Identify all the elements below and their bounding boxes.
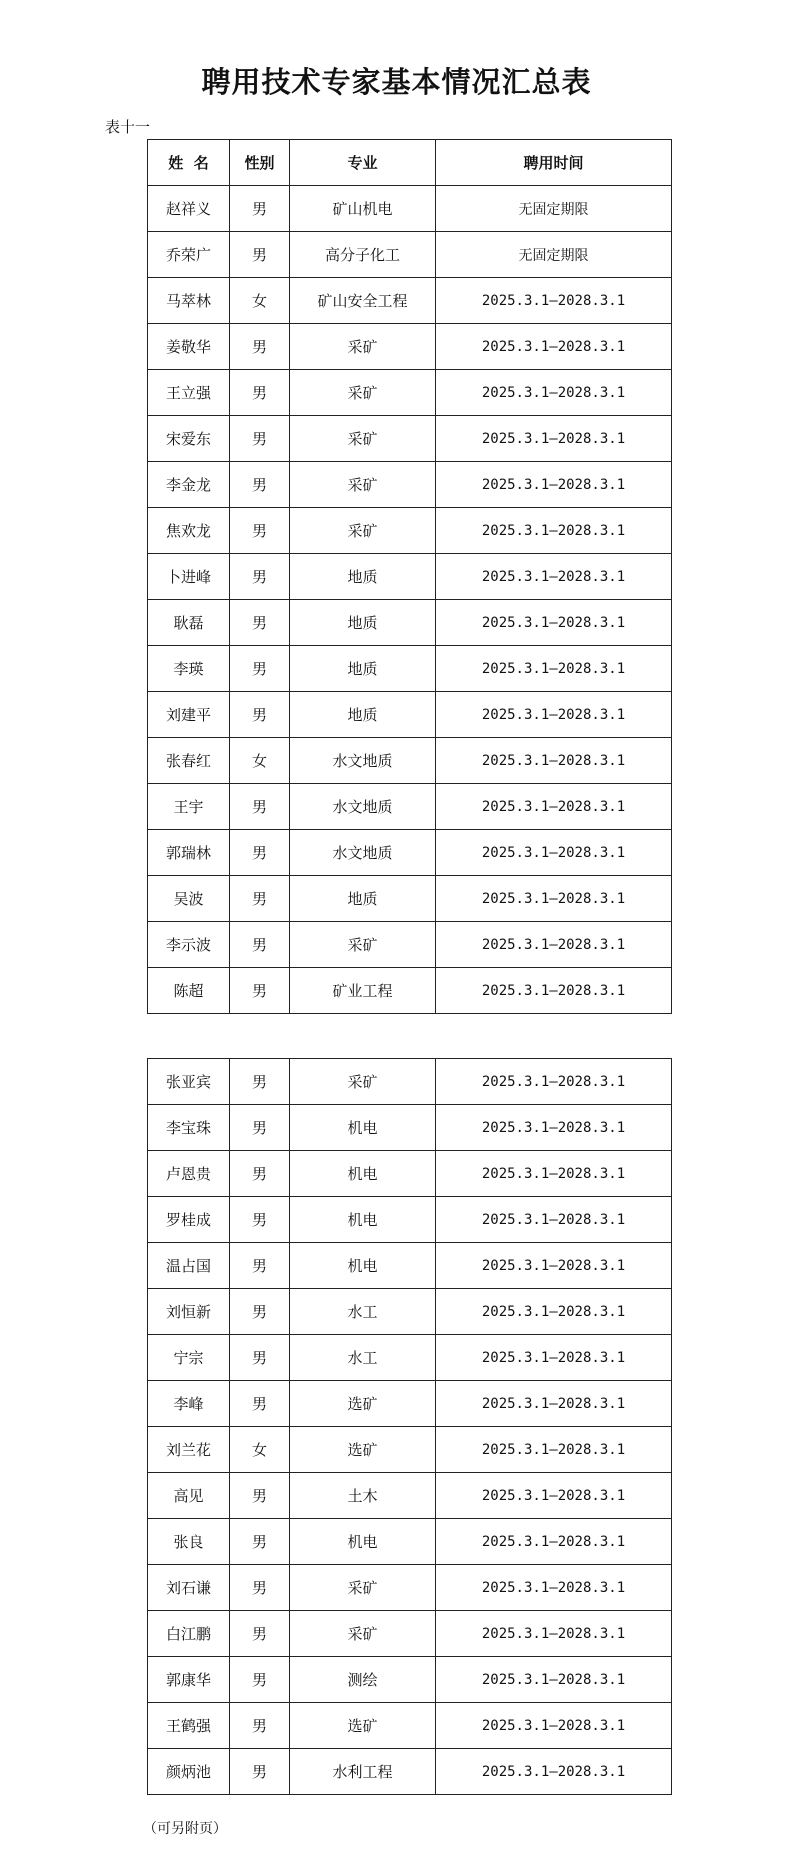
cell-major: 水文地质: [290, 830, 436, 876]
cell-name: 姜敬华: [148, 324, 230, 370]
table-row: [148, 1381, 672, 1427]
cell-employment-period: 2025.3.1—2028.3.1: [436, 1427, 672, 1473]
cell-gender: 男: [230, 1611, 290, 1657]
cell-major: 地质: [290, 876, 436, 922]
cell-major: 采矿: [290, 416, 436, 462]
cell-gender: 男: [230, 1703, 290, 1749]
cell-major: 地质: [290, 554, 436, 600]
cell-employment-period: 2025.3.1—2028.3.1: [436, 876, 672, 922]
cell-gender: 男: [230, 1565, 290, 1611]
cell-employment-period: 2025.3.1—2028.3.1: [436, 1473, 672, 1519]
cell-name: 吴波: [148, 876, 230, 922]
cell-gender: 男: [230, 876, 290, 922]
cell-name: 赵祥义: [148, 186, 230, 232]
cell-employment-period: 2025.3.1—2028.3.1: [436, 1197, 672, 1243]
table-row: [148, 1427, 672, 1473]
cell-major: 机电: [290, 1519, 436, 1565]
cell-name: 陈超: [148, 968, 230, 1014]
cell-employment-period: 2025.3.1—2028.3.1: [436, 692, 672, 738]
cell-name: 张良: [148, 1519, 230, 1565]
table-row: [148, 462, 672, 508]
cell-gender: 男: [230, 416, 290, 462]
cell-major: 机电: [290, 1197, 436, 1243]
cell-name: 李宝珠: [148, 1105, 230, 1151]
cell-employment-period: 2025.3.1—2028.3.1: [436, 416, 672, 462]
cell-employment-period: 2025.3.1—2028.3.1: [436, 646, 672, 692]
cell-major: 选矿: [290, 1427, 436, 1473]
cell-gender: 男: [230, 1151, 290, 1197]
cell-employment-period: 2025.3.1—2028.3.1: [436, 1105, 672, 1151]
table-row: [148, 1243, 672, 1289]
table-row: [148, 922, 672, 968]
cell-employment-period: 2025.3.1—2028.3.1: [436, 1335, 672, 1381]
table-header-row: [148, 140, 672, 186]
cell-gender: 男: [230, 1657, 290, 1703]
cell-employment-period: 无固定期限: [436, 186, 672, 232]
cell-major: 选矿: [290, 1703, 436, 1749]
cell-employment-period: 2025.3.1—2028.3.1: [436, 278, 672, 324]
header-major: 专业: [290, 140, 436, 186]
cell-name: 高见: [148, 1473, 230, 1519]
cell-employment-period: 2025.3.1—2028.3.1: [436, 738, 672, 784]
cell-name: 李金龙: [148, 462, 230, 508]
table-row: [148, 968, 672, 1014]
cell-gender: 男: [230, 692, 290, 738]
cell-employment-period: 2025.3.1—2028.3.1: [436, 508, 672, 554]
cell-major: 采矿: [290, 508, 436, 554]
cell-major: 采矿: [290, 370, 436, 416]
cell-name: 白江鹏: [148, 1611, 230, 1657]
cell-gender: 男: [230, 646, 290, 692]
table-row: [148, 1059, 672, 1105]
table-row: [148, 1289, 672, 1335]
cell-name: 郭康华: [148, 1657, 230, 1703]
cell-employment-period: 2025.3.1—2028.3.1: [436, 1059, 672, 1105]
table-row: [148, 1611, 672, 1657]
table-row: [148, 830, 672, 876]
table-row: [148, 692, 672, 738]
cell-major: 矿业工程: [290, 968, 436, 1014]
cell-name: 耿磊: [148, 600, 230, 646]
cell-major: 采矿: [290, 922, 436, 968]
cell-gender: 男: [230, 784, 290, 830]
cell-major: 采矿: [290, 1611, 436, 1657]
table-row: [148, 278, 672, 324]
cell-employment-period: 2025.3.1—2028.3.1: [436, 600, 672, 646]
table-row: [148, 1473, 672, 1519]
cell-gender: 男: [230, 1289, 290, 1335]
table-row: [148, 646, 672, 692]
table-row: [148, 324, 672, 370]
table-row: [148, 1565, 672, 1611]
cell-name: 刘建平: [148, 692, 230, 738]
cell-gender: 男: [230, 830, 290, 876]
cell-major: 采矿: [290, 462, 436, 508]
cell-major: 水利工程: [290, 1749, 436, 1795]
cell-employment-period: 2025.3.1—2028.3.1: [436, 1657, 672, 1703]
cell-gender: 男: [230, 554, 290, 600]
cell-name: 李瑛: [148, 646, 230, 692]
cell-name: 李峰: [148, 1381, 230, 1427]
cell-name: 张春红: [148, 738, 230, 784]
cell-employment-period: 2025.3.1—2028.3.1: [436, 1703, 672, 1749]
cell-major: 测绘: [290, 1657, 436, 1703]
table-row: [148, 1749, 672, 1795]
cell-gender: 男: [230, 1059, 290, 1105]
table-row: [148, 416, 672, 462]
cell-name: 宋爱东: [148, 416, 230, 462]
cell-major: 机电: [290, 1105, 436, 1151]
table-row: [148, 508, 672, 554]
table-row: [148, 784, 672, 830]
experts-table-part2: [147, 1058, 672, 1795]
cell-gender: 男: [230, 232, 290, 278]
cell-employment-period: 2025.3.1—2028.3.1: [436, 784, 672, 830]
cell-gender: 男: [230, 370, 290, 416]
cell-name: 郭瑞林: [148, 830, 230, 876]
cell-employment-period: 2025.3.1—2028.3.1: [436, 830, 672, 876]
cell-name: 罗桂成: [148, 1197, 230, 1243]
cell-major: 采矿: [290, 1565, 436, 1611]
cell-major: 高分子化工: [290, 232, 436, 278]
cell-gender: 男: [230, 1335, 290, 1381]
table-row: [148, 876, 672, 922]
cell-major: 机电: [290, 1243, 436, 1289]
table-row: [148, 370, 672, 416]
cell-gender: 男: [230, 968, 290, 1014]
experts-table-part1: [147, 139, 672, 1014]
table-row: [148, 554, 672, 600]
cell-gender: 男: [230, 1519, 290, 1565]
cell-gender: 男: [230, 1749, 290, 1795]
cell-gender: 女: [230, 738, 290, 784]
footnote: （可另附页）: [143, 1821, 227, 1837]
header-employment-period: 聘用时间: [436, 140, 672, 186]
cell-name: 卜进峰: [148, 554, 230, 600]
cell-employment-period: 2025.3.1—2028.3.1: [436, 324, 672, 370]
cell-major: 选矿: [290, 1381, 436, 1427]
cell-employment-period: 2025.3.1—2028.3.1: [436, 1611, 672, 1657]
table-row: [148, 600, 672, 646]
cell-major: 机电: [290, 1151, 436, 1197]
cell-name: 张亚宾: [148, 1059, 230, 1105]
cell-name: 马萃林: [148, 278, 230, 324]
cell-name: 宁宗: [148, 1335, 230, 1381]
cell-major: 水文地质: [290, 784, 436, 830]
table-number-label: 表十一: [105, 118, 151, 136]
cell-gender: 男: [230, 1105, 290, 1151]
cell-major: 矿山安全工程: [290, 278, 436, 324]
cell-name: 刘恒新: [148, 1289, 230, 1335]
cell-major: 土木: [290, 1473, 436, 1519]
cell-major: 采矿: [290, 324, 436, 370]
header-gender: 性别: [230, 140, 290, 186]
cell-employment-period: 2025.3.1—2028.3.1: [436, 1151, 672, 1197]
cell-major: 地质: [290, 692, 436, 738]
cell-name: 刘兰花: [148, 1427, 230, 1473]
table-row: [148, 1335, 672, 1381]
cell-gender: 女: [230, 278, 290, 324]
table-row: [148, 232, 672, 278]
table-row: [148, 1197, 672, 1243]
cell-employment-period: 无固定期限: [436, 232, 672, 278]
cell-name: 李示波: [148, 922, 230, 968]
page-title: 聘用技术专家基本情况汇总表: [201, 65, 592, 99]
cell-gender: 男: [230, 508, 290, 554]
table-row: [148, 1657, 672, 1703]
table-row: [148, 738, 672, 784]
cell-gender: 男: [230, 1381, 290, 1427]
cell-major: 地质: [290, 646, 436, 692]
cell-gender: 男: [230, 462, 290, 508]
cell-major: 地质: [290, 600, 436, 646]
cell-employment-period: 2025.3.1—2028.3.1: [436, 462, 672, 508]
cell-employment-period: 2025.3.1—2028.3.1: [436, 968, 672, 1014]
cell-major: 水工: [290, 1289, 436, 1335]
table-row: [148, 1519, 672, 1565]
cell-major: 采矿: [290, 1059, 436, 1105]
cell-employment-period: 2025.3.1—2028.3.1: [436, 370, 672, 416]
table-row: [148, 186, 672, 232]
cell-name: 刘石谦: [148, 1565, 230, 1611]
cell-name: 乔荣广: [148, 232, 230, 278]
cell-name: 焦欢龙: [148, 508, 230, 554]
cell-gender: 男: [230, 1197, 290, 1243]
cell-gender: 男: [230, 1243, 290, 1289]
header-name: 姓 名: [148, 140, 230, 186]
cell-name: 温占国: [148, 1243, 230, 1289]
cell-gender: 男: [230, 600, 290, 646]
table-row: [148, 1151, 672, 1197]
cell-name: 王宇: [148, 784, 230, 830]
cell-employment-period: 2025.3.1—2028.3.1: [436, 1243, 672, 1289]
cell-gender: 男: [230, 186, 290, 232]
cell-employment-period: 2025.3.1—2028.3.1: [436, 1749, 672, 1795]
cell-employment-period: 2025.3.1—2028.3.1: [436, 1381, 672, 1427]
table-row: [148, 1105, 672, 1151]
cell-name: 王立强: [148, 370, 230, 416]
cell-employment-period: 2025.3.1—2028.3.1: [436, 1565, 672, 1611]
cell-name: 王鹤强: [148, 1703, 230, 1749]
cell-name: 卢恩贵: [148, 1151, 230, 1197]
cell-employment-period: 2025.3.1—2028.3.1: [436, 1519, 672, 1565]
cell-gender: 女: [230, 1427, 290, 1473]
cell-major: 水文地质: [290, 738, 436, 784]
cell-gender: 男: [230, 324, 290, 370]
cell-name: 颜炳池: [148, 1749, 230, 1795]
cell-employment-period: 2025.3.1—2028.3.1: [436, 554, 672, 600]
cell-major: 矿山机电: [290, 186, 436, 232]
cell-employment-period: 2025.3.1—2028.3.1: [436, 1289, 672, 1335]
cell-gender: 男: [230, 922, 290, 968]
table-row: [148, 1703, 672, 1749]
cell-employment-period: 2025.3.1—2028.3.1: [436, 922, 672, 968]
cell-major: 水工: [290, 1335, 436, 1381]
cell-gender: 男: [230, 1473, 290, 1519]
